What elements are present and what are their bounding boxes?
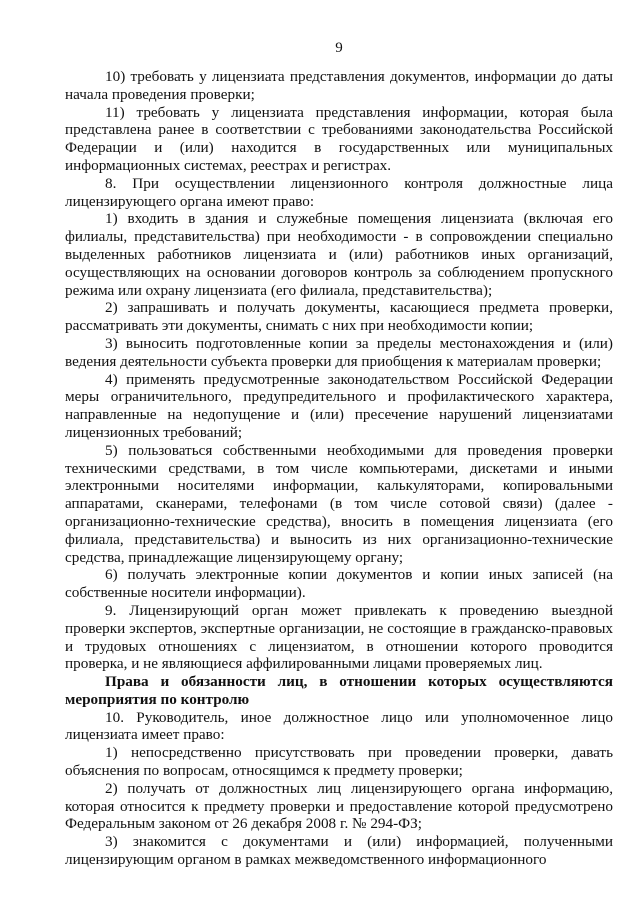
paragraph-right-5: 5) пользоваться собственными необходимыми для проведения проверки техническими средствами, в том числе компьютерами, дискетами и иными электронными носителями информации, калькуляторами, копировальными аппаратами, сканерами, телефонами (в том числе сотовой связи) (далее - организационно-технические средства), вносить в помещения лицензиата (его филиала, представительства) и выносить из них организационно-технические средства, принадлежащие лицензирующему органу;	[65, 441, 613, 566]
paragraph-item-10: 10) требовать у лицензиата представления документов, информации до даты начала проведения проверки;	[65, 68, 613, 103]
section-heading: Права и обязанности лиц, в отношении которых осуществляются мероприятия по контролю	[65, 673, 613, 708]
paragraph-section-8: 8. При осуществлении лицензионного контроля должностные лица лицензирующего органа имеют право:	[65, 174, 613, 210]
paragraph-licensee-right-2: 2) получать от должностных лиц лицензирующего органа информацию, которая относится к предмету проверки и предоставление которой предусмотрено Федеральным законом от 26 декабря 2008 г. № 294-ФЗ;	[65, 779, 613, 833]
paragraph-item-11: 11) требовать у лицензиата представления информации, которая была представлена ранее в соответствии с требованиями законодательства Российской Федерации и (или) находится в государственных или муниципальных информационных системах, реестрах и регистрах.	[65, 103, 613, 174]
paragraph-licensee-right-1: 1) непосредственно присутствовать при проведении проверки, давать объяснения по вопросам, относящимся к предмету проверки;	[65, 744, 613, 780]
paragraph-right-2: 2) запрашивать и получать документы, касающиеся предмета проверки, рассматривать эти документы, снимать с них при необходимости копии;	[65, 299, 613, 335]
paragraph-section-9: 9. Лицензирующий орган может привлекать к проведению выездной проверки экспертов, экспертные организации, не состоящие в гражданско-правовых и трудовых отношениях с лицензиатом, в отношении которого проводится проверка, и не являющиеся аффилированными лицами проверяемых лиц.	[65, 601, 613, 673]
page-number: 9	[335, 40, 343, 56]
paragraph-right-1: 1) входить в здания и служебные помещения лицензиата (включая его филиалы, представительства) при необходимости - в сопровождении специально выделенных работников лицензиата и (или) работников иных организаций, осуществляющих на основании договоров контроль за соблюдением пропускного режима или охрану лицензиата (его филиала, представительства);	[65, 210, 613, 299]
paragraph-right-3: 3) выносить подготовленные копии за пределы местонахождения и (или) ведения деятельности субъекта проверки для приобщения к материалам проверки;	[65, 334, 613, 370]
paragraph-right-6: 6) получать электронные копии документов и копии иных записей (на собственные носители информации).	[65, 566, 613, 602]
paragraph-licensee-right-3: 3) знакомится с документами и (или) информацией, полученными лицензирующим органом в рамках межведомственного информационного	[65, 833, 613, 869]
paragraph-right-4: 4) применять предусмотренные законодательством Российской Федерации меры ограничительного, предупредительного и профилактического характера, направленные на недопущение и (или) пресечение нарушений лицензиатами лицензионных требований;	[65, 370, 613, 441]
paragraph-section-10: 10. Руководитель, иное должностное лицо или уполномоченное лицо лицензиата имеет право:	[65, 708, 613, 744]
